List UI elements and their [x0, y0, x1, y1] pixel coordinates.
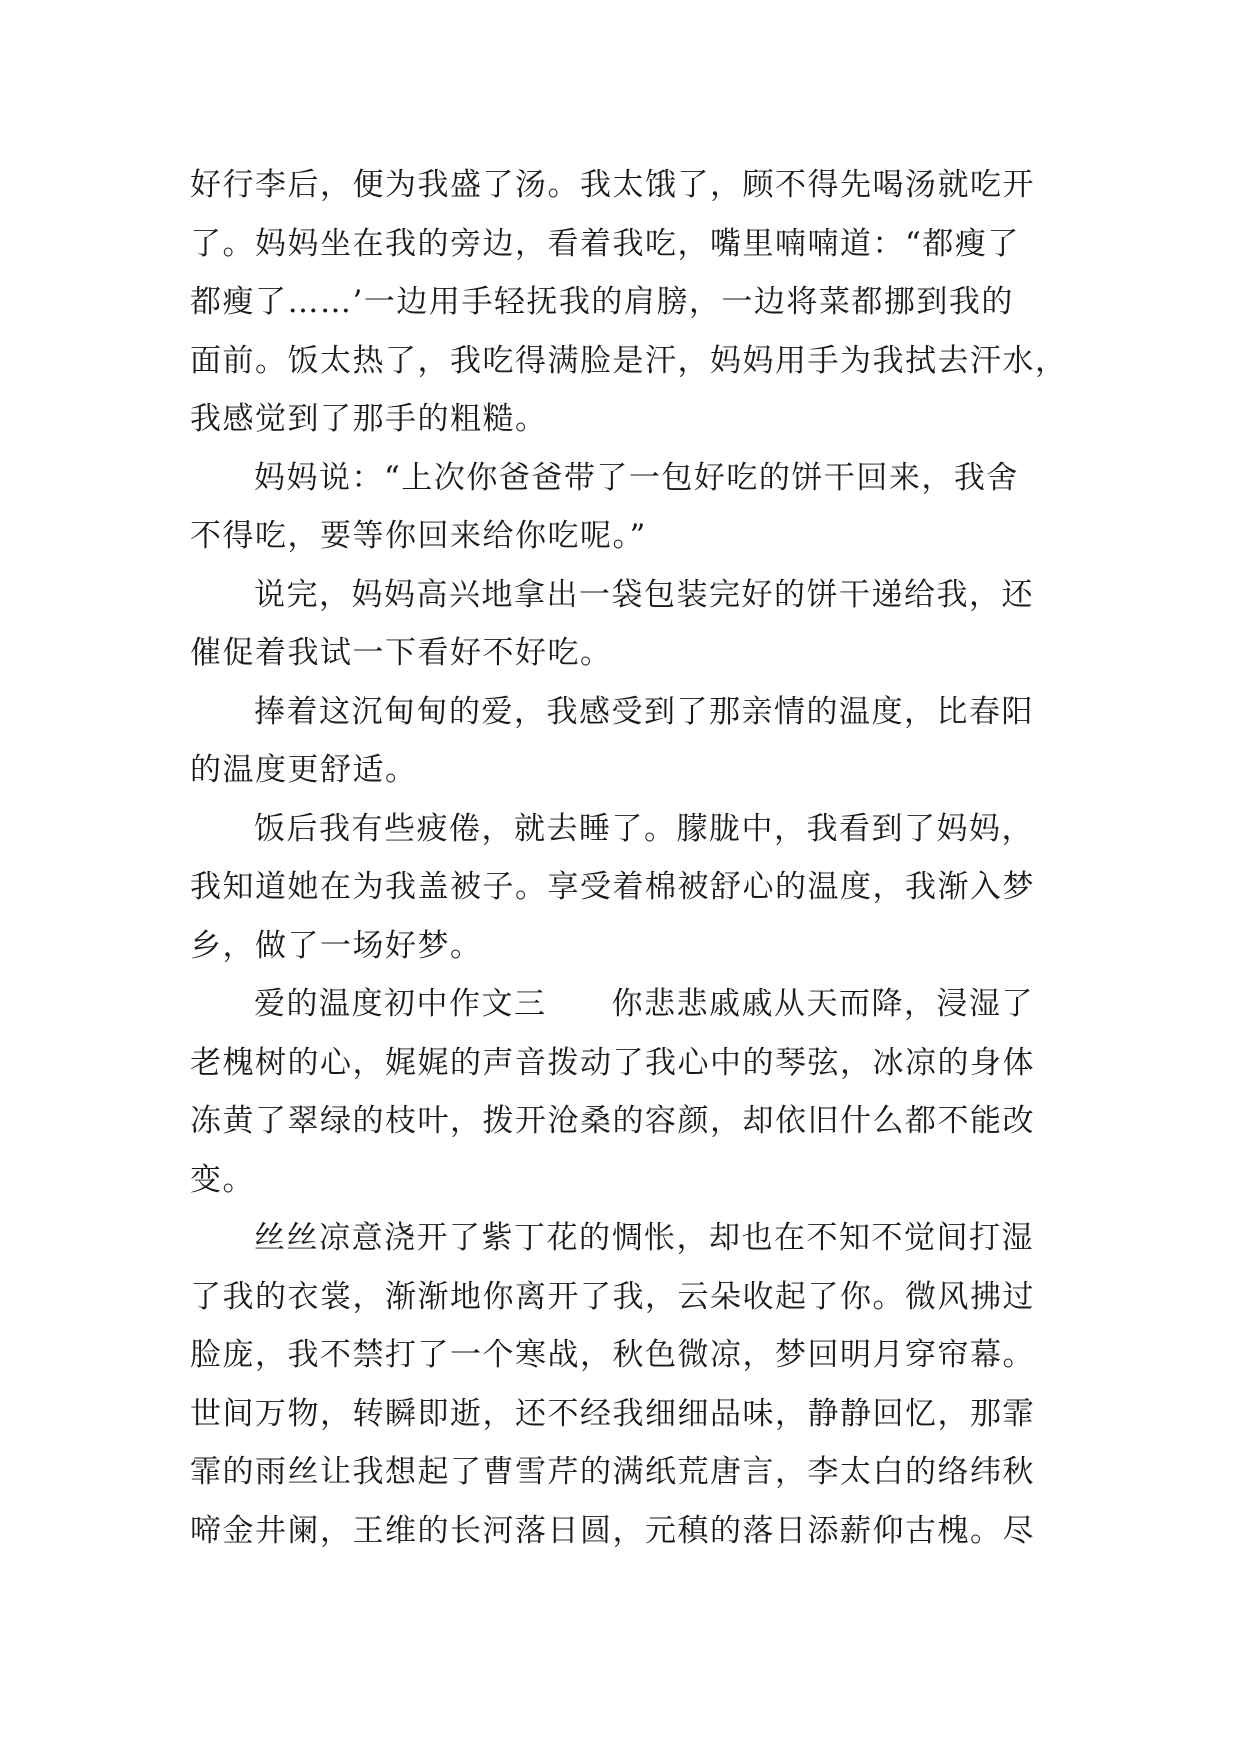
text-line: 世间万物，转瞬即逝，还不经我细细品味，静静回忆，那霏: [190, 1395, 1035, 1432]
text-line: 妈妈说：“上次你爸爸带了一包好吃的饼干回来，我舍: [254, 459, 1019, 496]
text-line: 捧着这沉甸甸的爱，我感受到了那亲情的温度，比春阳: [254, 693, 1034, 730]
text-line: 丝丝凉意浇开了紫丁花的惆怅，却也在不知不觉间打湿: [254, 1220, 1034, 1256]
text-line: 乡，做了一场好梦。: [190, 927, 483, 964]
paragraph-5: [190, 800, 1050, 976]
text-line: 脸庞，我不禁打了一个寒战，秋色微凉，梦回明月穿帘幕。: [190, 1337, 1035, 1373]
text-line: 催促着我试一下看好不好吃。: [190, 635, 613, 671]
text-line: 都瘦了……’一边用手轻抚我的肩膀，一边将菜都挪到我的: [190, 284, 1014, 320]
text-line: 霏的雨丝让我想起了曹雪芹的满纸荒唐言，李太白的络纬秋: [190, 1454, 1035, 1490]
text-line: 我感觉到了那手的粗糙。: [190, 401, 548, 437]
text-line: 好行李后，便为我盛了汤。我太饿了，顾不得先喝汤就吃开: [190, 167, 1035, 203]
paragraph-3: [190, 566, 1050, 683]
essay-text: [190, 156, 1068, 1560]
text-line: 冻黄了翠绿的枝叶，拨开沧桑的容颜，却依旧什么都不能改: [190, 1103, 1035, 1139]
text-line: 爱的温度初中作文三 你悲悲戚戚从天而降，浸湿了: [254, 986, 1034, 1022]
text-line: 说完，妈妈高兴地拿出一袋包装完好的饼干递给我，还: [254, 576, 1034, 613]
text-line: 了。妈妈坐在我的旁边，看着我吃，嘴里喃喃道：“都瘦了: [190, 225, 1020, 262]
paragraph-6: [190, 975, 1050, 1209]
paragraph-4: [190, 683, 1050, 800]
paragraph-2: [190, 449, 1050, 566]
paragraph-7: [190, 1209, 1050, 1560]
text-line: 的温度更舒适。: [190, 752, 418, 788]
text-line: 面前。饭太热了，我吃得满脸是汗，妈妈用手为我拭去汗水，: [190, 342, 1068, 379]
text-line: 老槐树的心，娓娓的声音拨动了我心中的琴弦，冰凉的身体: [190, 1044, 1035, 1081]
text-line: 不得吃，要等你回来给你吃呢。”: [190, 518, 647, 554]
paragraph-1: [190, 156, 1068, 449]
text-line: 饭后我有些疲倦，就去睡了。朦胧中，我看到了妈妈，: [254, 810, 1034, 847]
text-line: 变。: [190, 1161, 255, 1198]
text-line: 了我的衣裳，渐渐地你离开了我，云朵收起了你。微风拂过: [190, 1278, 1035, 1315]
text-line: 我知道她在为我盖被子。享受着棉被舒心的温度，我渐入梦: [190, 869, 1035, 905]
text-line: 啼金井阑，王维的长河落日圆，元稹的落日添薪仰古槐。尽: [190, 1512, 1035, 1549]
